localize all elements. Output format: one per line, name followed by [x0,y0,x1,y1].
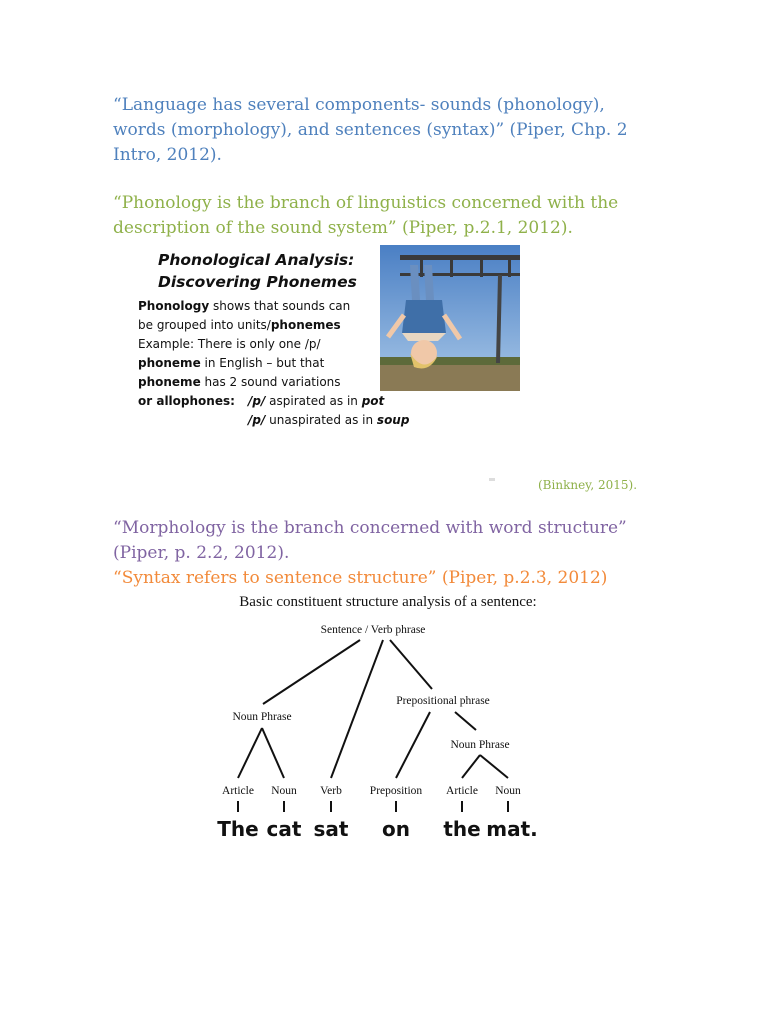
tree-leaf-article: Article [446,785,478,797]
slide-text: in English – but that [200,356,325,370]
sentence-word: cat [266,817,302,841]
tree-leaves [217,785,537,841]
tree-branch [396,712,430,778]
tree-node-root: Sentence / Verb phrase [320,624,426,636]
tree-branch [262,728,284,778]
tree-branch [462,755,480,778]
slide-text: phonemes [270,318,341,332]
quote-language: “Language has several components- sounds (phonology), words (morphology), and sentences (syntax)” (Piper, Chp. 2 Intro, 2012). [113,95,628,165]
quote-morphology: “Morphology is the branch concerned with word structure” (Piper, p. 2.2, 2012). [113,518,627,563]
tree-node-np2: Noun Phrase [450,739,510,751]
quote-syntax: “Syntax refers to sentence structure” (Piper, p.2.3, 2012) [113,568,608,588]
child-on-monkey-bars-photo [380,245,520,391]
tree-leaf-noun: Noun [271,785,297,797]
slide-text: phoneme [138,356,201,370]
slide-text: or allophones: [138,394,235,408]
tree-branch [263,640,360,704]
image-credit: (Binkney, 2015). [538,478,638,492]
tree-node-pp: Prepositional phrase [396,695,490,707]
tree-caption: Basic constituent structure analysis of a sentence: [239,594,537,610]
slide-text: pot [361,394,385,408]
constituent-structure-tree [200,590,560,850]
tree-leaf-article: Article [222,785,254,797]
slide-text: has 2 sound variations [200,375,341,389]
slide-text: /p/ [248,413,266,427]
slide-text: soup [376,413,410,427]
slide-text: unaspirated as in [265,413,377,427]
tree-node-np1: Noun Phrase [232,711,292,723]
tree-branch [331,640,383,778]
slide-title: Phonological Analysis: Discovering Phonemes [158,251,357,291]
sentence-word: on [382,817,410,841]
slide-body [138,297,410,430]
sentence-word: mat. [486,817,538,841]
tree-branch [390,640,432,689]
sentence-word: sat [313,817,349,841]
tree-branch [238,728,262,778]
slide-text: Phonology [138,299,210,313]
stray-mark [489,478,495,481]
slide-text: aspirated as in [265,394,362,408]
sentence-word: the [443,817,481,841]
tree-branch [480,755,508,778]
tree-branch [455,712,476,730]
sentence-word: The [217,817,259,841]
tree-leaf-noun: Noun [495,785,521,797]
slide-text: Example: There is only one /p/ [138,337,321,351]
tree-leaf-verb: Verb [320,785,342,797]
slide-text: phoneme [138,375,201,389]
slide-text: be grouped into units/ [138,318,271,332]
quote-phonology: “Phonology is the branch of linguistics concerned with the description of the sound system” (Piper, p.2.1, 2012). [113,193,619,238]
phonology-slide-image [128,243,526,453]
slide-text: shows that sounds can [209,299,351,313]
slide-text: /p/ [248,394,266,408]
tree-leaf-preposition: Preposition [369,785,423,797]
